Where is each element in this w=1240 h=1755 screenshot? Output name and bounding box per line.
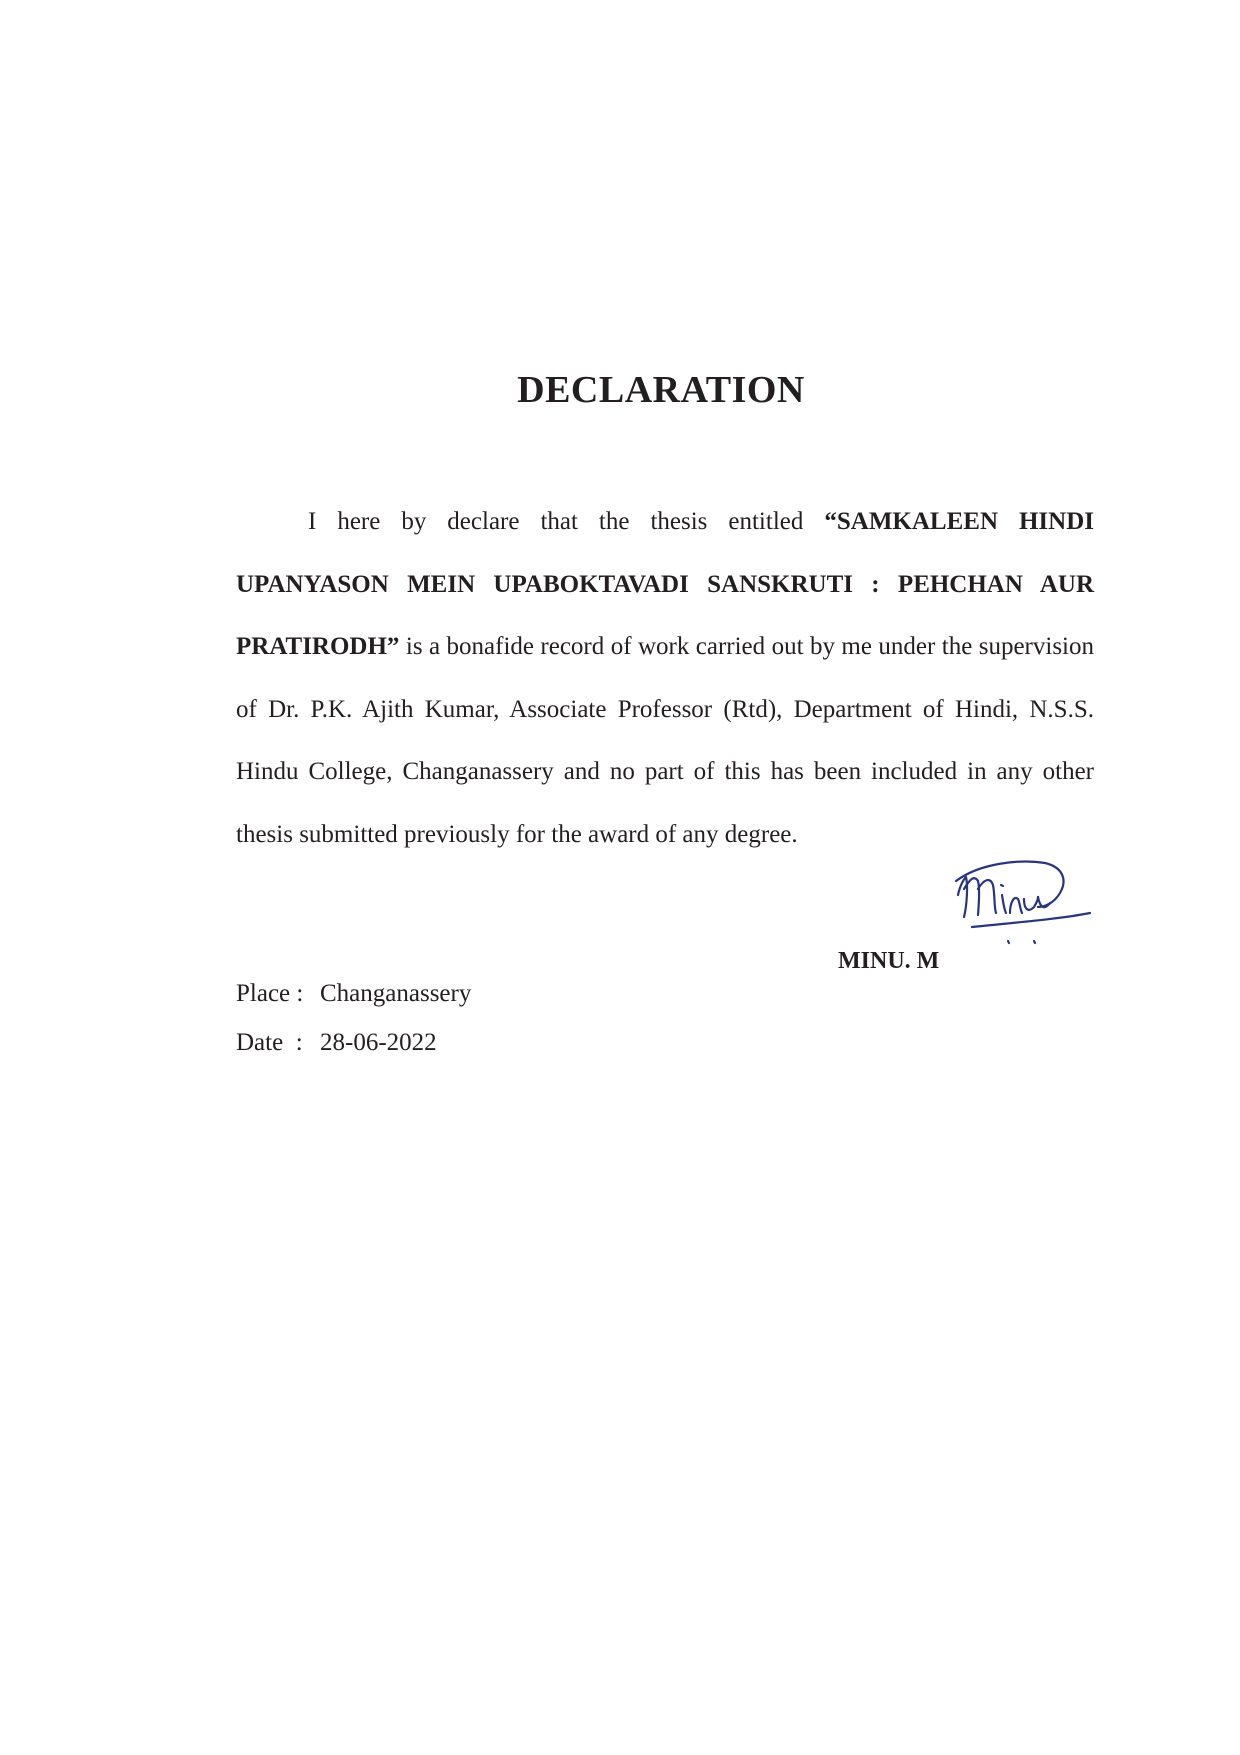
place-label: Place : [236,980,304,1007]
declaration-intro: I here by declare that the thesis entitled [308,508,825,535]
date-row [236,1029,437,1057]
date-value: 28-06-2022 [320,1029,437,1056]
declaration-rest: is a bonafide record of work carried out by me under the supervision of Dr. P.K. Ajith Kumar, Associate Professor (Rtd), Department of Hindi, N.S.S. Hindu College, Changanassery and no part of this has been included in any other thesis submitted previously for the award of any degree. [236,633,1094,848]
thesis-title: “SAMKALEEN HINDI UPANYASON MEIN UPABOKTAVADI SANSKRUTI : PEHCHAN AUR PRATIRODH” [236,508,1094,660]
page-title: DECLARATION [517,369,805,411]
date-label: Date : [236,1029,303,1056]
declaration-paragraph [236,491,1094,866]
place-value: Changanassery [320,980,472,1007]
signatory-name: MINU. M [838,948,940,974]
place-row [236,980,471,1008]
handwritten-signature [950,855,1100,955]
